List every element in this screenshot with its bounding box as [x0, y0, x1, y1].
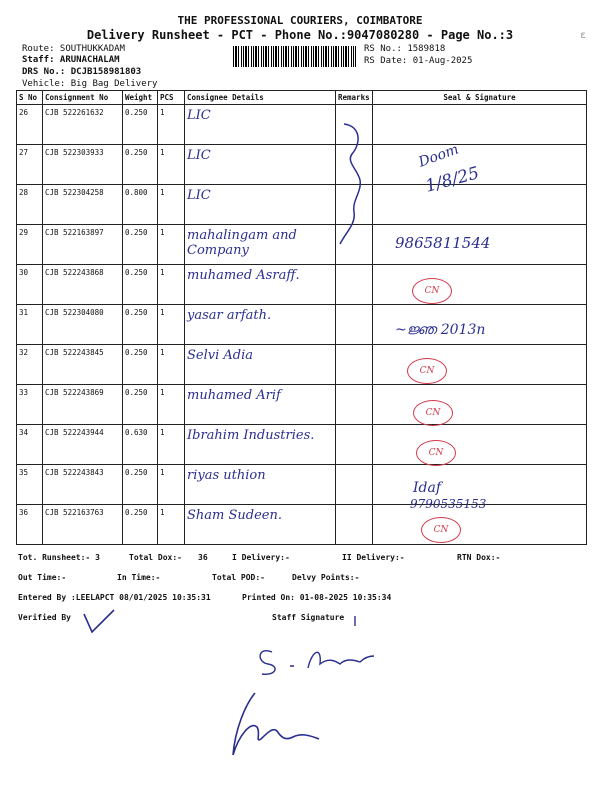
phone-note-35: 9790535153: [410, 497, 487, 511]
col-signature: Seal & Signature: [373, 91, 587, 105]
consignee-handwriting: Selvi Adia: [187, 348, 254, 363]
cell-sign: [373, 265, 587, 305]
cell-consignee: [185, 185, 336, 225]
delvy-points: Delvy Points:-: [292, 573, 360, 582]
cell-sign: [373, 185, 587, 225]
cell-sign: [373, 425, 587, 465]
cell-cons: CJB 522243868: [43, 265, 123, 305]
stamp-34: CN: [416, 440, 456, 466]
cell-weight: 0.250: [123, 305, 158, 345]
table-row: [17, 505, 587, 545]
in-time: In Time:-: [117, 573, 161, 582]
stamp-36: CN: [421, 517, 461, 543]
cell-consignee: [185, 265, 336, 305]
table-row: [17, 345, 587, 385]
cell-consignee: [185, 105, 336, 145]
rs-date: RS Date: 01-Aug-2025: [364, 56, 473, 66]
cell-pcs: 1: [158, 105, 185, 145]
consignee-handwriting: Sham Sudeen.: [187, 508, 282, 523]
staff-signature-label: Staff Signature: [272, 613, 345, 622]
signature-27: Doom: [416, 141, 461, 171]
consignee-handwriting: LIC: [187, 188, 211, 203]
cell-sno: 35: [17, 465, 43, 505]
cell-sno: 33: [17, 385, 43, 425]
cell-sno: 26: [17, 105, 43, 145]
cell-pcs: 1: [158, 465, 185, 505]
cell-pcs: 1: [158, 425, 185, 465]
table-row: [17, 225, 587, 265]
cell-remarks: [336, 425, 373, 465]
vehicle-label: Vehicle: Big Bag Delivery: [22, 79, 158, 89]
consignee-handwriting: Ibrahim Industries.: [187, 428, 315, 443]
tot-runsheet: Tot. Runsheet:- 3: [18, 553, 100, 562]
cell-remarks: [336, 345, 373, 385]
out-time: Out Time:-: [18, 573, 67, 582]
staff-label: Staff: ARUNACHALAM: [22, 55, 120, 65]
remarks-brace: [338, 120, 368, 250]
stamp-32: CN: [407, 358, 447, 384]
cell-sno: 36: [17, 505, 43, 545]
cell-cons: CJB 522163763: [43, 505, 123, 545]
cell-weight: 0.630: [123, 425, 158, 465]
consignee-handwriting: muhamed Asraff.: [187, 268, 300, 283]
signature-31: ~ജ്ഞ 2013n: [395, 322, 486, 338]
total-pod: Total POD:-: [212, 573, 265, 582]
cell-cons: CJB 522163897: [43, 225, 123, 265]
cell-weight: 0.250: [123, 105, 158, 145]
cell-remarks: [336, 265, 373, 305]
drs-label: DRS No.: DCJB158981803: [22, 67, 142, 77]
cell-consignee: [185, 385, 336, 425]
phone-note-29: 9865811544: [395, 234, 491, 252]
table-row: [17, 145, 587, 185]
cell-sno: 34: [17, 425, 43, 465]
cell-sno: 31: [17, 305, 43, 345]
ii-delivery: II Delivery:-: [342, 553, 405, 562]
col-consignment: Consignment No: [43, 91, 123, 105]
corner-mark: ε: [580, 30, 587, 41]
cell-cons: CJB 522243845: [43, 345, 123, 385]
table-row: [17, 185, 587, 225]
col-pcs: PCS: [158, 91, 185, 105]
consignee-handwriting: riyas uthion: [187, 468, 266, 483]
cell-remarks: [336, 305, 373, 345]
total-dox-value: 36: [198, 553, 208, 562]
stamp-30: CN: [412, 278, 452, 304]
table-row: [17, 265, 587, 305]
table-row: [17, 385, 587, 425]
consignee-handwriting: mahalingam and Company: [187, 228, 297, 258]
cell-sign: [373, 385, 587, 425]
cell-pcs: 1: [158, 345, 185, 385]
cell-consignee: [185, 225, 336, 265]
cell-weight: 0.250: [123, 265, 158, 305]
cell-consignee: [185, 305, 336, 345]
staff-sign-mark: [350, 614, 360, 628]
cell-cons: CJB 522304080: [43, 305, 123, 345]
table-header-row: [17, 91, 587, 105]
rtn-dox: RTN Dox:-: [457, 553, 501, 562]
cell-sign: [373, 105, 587, 145]
cell-pcs: 1: [158, 265, 185, 305]
cell-consignee: [185, 425, 336, 465]
consignee-handwriting: LIC: [187, 148, 211, 163]
staff-signature: [250, 640, 390, 680]
col-remarks: Remarks: [336, 91, 373, 105]
cell-cons: CJB 522304258: [43, 185, 123, 225]
rs-number: RS No.: 1589818: [364, 44, 446, 54]
cell-weight: 0.250: [123, 505, 158, 545]
table-row: [17, 305, 587, 345]
cell-cons: CJB 522243869: [43, 385, 123, 425]
cell-weight: 0.800: [123, 185, 158, 225]
cell-pcs: 1: [158, 385, 185, 425]
entered-by: Entered By :LEELAPCT 08/01/2025 10:35:31: [18, 593, 211, 602]
table-row: [17, 105, 587, 145]
cell-sno: 32: [17, 345, 43, 385]
cell-pcs: 1: [158, 305, 185, 345]
cell-cons: CJB 522303933: [43, 145, 123, 185]
cell-sign: [373, 345, 587, 385]
cell-remarks: [336, 505, 373, 545]
route-label: Route: SOUTHUKKADAM: [22, 44, 125, 54]
cell-remarks: [336, 465, 373, 505]
printed-on: Printed On: 01-08-2025 10:35:34: [242, 593, 392, 602]
total-dox-label: Total Dox:-: [129, 553, 182, 562]
cell-sno: 27: [17, 145, 43, 185]
cell-sno: 30: [17, 265, 43, 305]
signature-35: Idaf: [413, 480, 442, 496]
table-row: [17, 465, 587, 505]
cell-consignee: [185, 465, 336, 505]
cell-weight: 0.250: [123, 465, 158, 505]
barcode: [233, 46, 356, 67]
cell-remarks: [336, 385, 373, 425]
cell-cons: CJB 522243843: [43, 465, 123, 505]
verified-tick: [80, 606, 120, 638]
cell-pcs: 1: [158, 185, 185, 225]
cell-pcs: 1: [158, 225, 185, 265]
runsheet-subtitle: Delivery Runsheet - PCT - Phone No.:9047080280 - Page No.:3: [86, 28, 514, 42]
cell-cons: CJB 522243944: [43, 425, 123, 465]
cell-cons: CJB 522261632: [43, 105, 123, 145]
stamp-33: CN: [413, 400, 453, 426]
company-title: THE PROFESSIONAL COURIERS, COIMBATORE: [177, 14, 423, 27]
i-delivery: I Delivery:-: [232, 553, 290, 562]
cell-consignee: [185, 345, 336, 385]
verified-by: Verified By: [18, 613, 71, 622]
consignee-handwriting: muhamed Arif: [187, 388, 281, 403]
verifier-signature: [215, 685, 335, 765]
col-sno: S No: [17, 91, 43, 105]
cell-pcs: 1: [158, 145, 185, 185]
runsheet-table: [16, 90, 587, 545]
consignee-handwriting: yasar arfath.: [187, 308, 272, 323]
col-weight: Weight: [123, 91, 158, 105]
cell-sno: 29: [17, 225, 43, 265]
cell-weight: 0.250: [123, 225, 158, 265]
col-consignee: Consignee Details: [185, 91, 336, 105]
cell-sno: 28: [17, 185, 43, 225]
cell-consignee: [185, 145, 336, 185]
cell-weight: 0.250: [123, 385, 158, 425]
consignee-handwriting: LIC: [187, 108, 211, 123]
cell-consignee: [185, 505, 336, 545]
cell-pcs: 1: [158, 505, 185, 545]
cell-weight: 0.250: [123, 145, 158, 185]
date-note: 1/8/25: [423, 163, 482, 197]
cell-weight: 0.250: [123, 345, 158, 385]
table-row: [17, 425, 587, 465]
